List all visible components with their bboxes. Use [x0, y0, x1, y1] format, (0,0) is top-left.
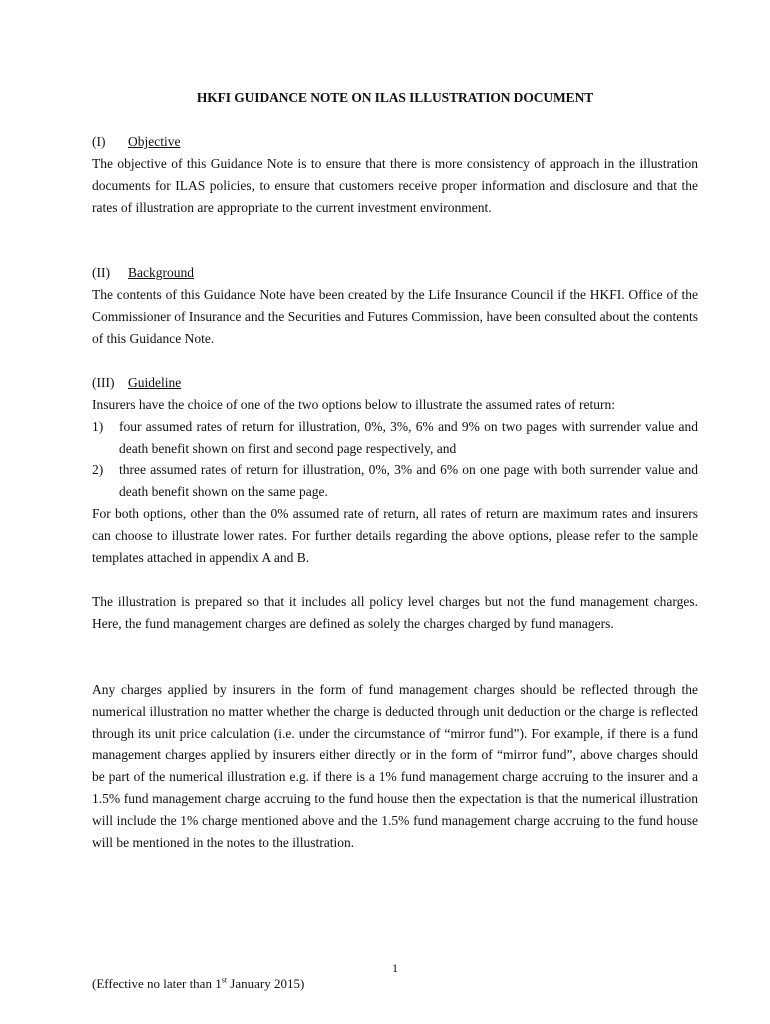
effective-date-suffix: January 2015)	[227, 976, 305, 991]
guideline-options-list	[92, 416, 698, 503]
list-item-text: three assumed rates of return for illustration, 0%, 3% and 6% on one page with both surrender value and death benefit shown on the same page.	[119, 462, 698, 500]
document-title: HKFI GUIDANCE NOTE ON ILAS ILLUSTRATION DOCUMENT	[196, 90, 594, 105]
list-item	[92, 416, 698, 460]
objective-paragraph: The objective of this Guidance Note is to ensure that there is more consistency of approach in the illustration documents for ILAS policies, to ensure that customers receive proper information and disclosure and that the rates of illustration are appropriate to the current investment environment.	[92, 156, 698, 215]
section-number: (I)	[92, 134, 106, 149]
section-heading-background	[92, 262, 698, 284]
section-number: (III)	[92, 375, 115, 390]
paragraph-block-charges	[92, 591, 698, 635]
effective-date-note	[92, 975, 304, 993]
effective-date-prefix: (Effective no later than 1	[92, 976, 222, 991]
list-marker: 1)	[92, 418, 104, 434]
section-heading-label: Background	[128, 265, 194, 280]
section-heading-label: Guideline	[128, 375, 182, 390]
section-number: (II)	[92, 265, 110, 280]
background-paragraph: The contents of this Guidance Note have been created by the Life Insurance Council if the HKFI. Office of the Commissioner of Insurance and the Securities and Futures Commission, have been consulted about the contents of this Guidance Note.	[92, 287, 698, 346]
paragraph-block-mirror-fund	[92, 679, 698, 853]
list-marker: 2)	[92, 462, 104, 478]
section-guideline	[92, 372, 698, 568]
section-objective	[92, 131, 698, 218]
charges-paragraph: The illustration is prepared so that it includes all policy level charges but not the fund management charges. Here, the fund management charges are defined as solely the charges charged by fund managers.	[92, 594, 698, 631]
guideline-options-note: For both options, other than the 0% assumed rate of return, all rates of return are maximum rates and insurers can choose to illustrate lower rates. For further details regarding the above options, please refer to the sample templates attached in appendix A and B.	[92, 505, 698, 565]
list-item-text: four assumed rates of return for illustration, 0%, 3%, 6% and 9% on two pages with surrender value and death benefit shown on first and second page respectively, and	[119, 418, 698, 456]
section-heading-guideline	[92, 372, 698, 394]
guideline-intro: Insurers have the choice of one of the two options below to illustrate the assumed rates of return:	[92, 397, 615, 412]
page-number: 1	[392, 961, 398, 975]
mirror-fund-paragraph: Any charges applied by insurers in the form of fund management charges should be reflected through the numerical illustration no matter whether the charge is deducted through unit deduction or the charge is reflected through its unit price calculation (i.e. under the circumstance of “mirror fund”). For example, if there is a fund management charges applied by insurers either directly or in the form of “mirror fund”, above charges should be part of the numerical illustration e.g. if there is a 1% fund management charge accruing to the insurer and a 1.5% fund management charge accruing to the fund house then the expectation is that the numerical illustration will include the 1% charge mentioned above and the 1.5% fund management charge accruing to the fund house will be mentioned in the notes to the illustration.	[92, 682, 698, 850]
section-heading-objective	[92, 131, 698, 153]
effective-date-superscript: st	[221, 975, 228, 985]
section-heading-label: Objective	[128, 134, 181, 149]
list-item	[92, 459, 698, 503]
section-background	[92, 262, 698, 349]
